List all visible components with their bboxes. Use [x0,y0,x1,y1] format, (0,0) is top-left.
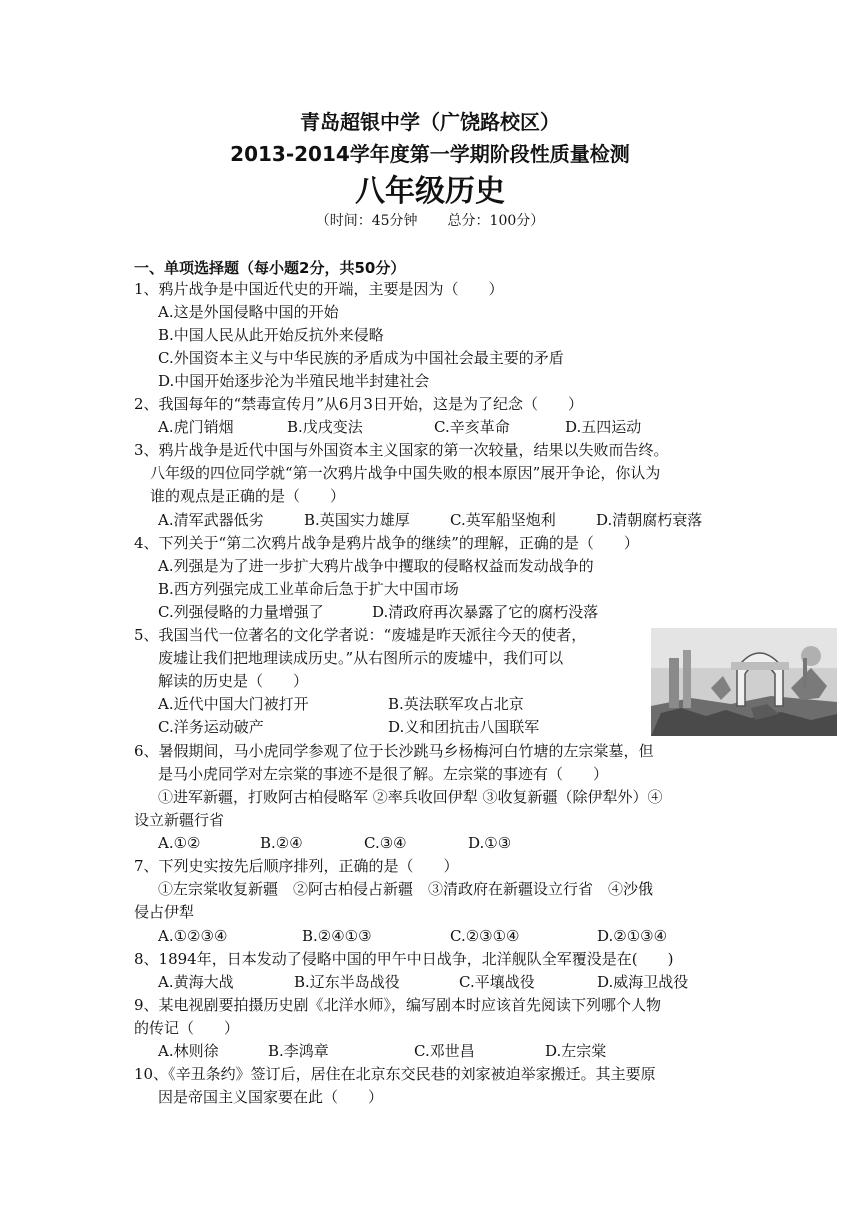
question-1-option-a: A.这是外国侵略中国的开始 [158,303,339,321]
question-7-option-a: A.①②③④ [158,927,228,945]
question-7-line-2: ①左宗棠收复新疆 ②阿古柏侵占新疆 ③清政府在新疆设立行省 ④沙俄 [158,880,654,898]
question-4-option-a: A.列强是为了进一步扩大鸦片战争中攫取的侵略权益而发动战争的 [158,557,594,575]
question-7-option-b: B.②④①③ [302,927,372,945]
question-8-option-a: A.黄海大战 [158,973,234,991]
question-5-line-2: 废墟让我们把地理读成历史。”从右图所示的废墟中，我们可以 [158,649,564,667]
question-4-line-1: 4、下列关于“第二次鸦片战争是鸦片战争的继续”的理解，正确的是（ ） [134,534,639,552]
question-6-line-2: 是马小虎同学对左宗棠的事迹不是很了解。左宗棠的事迹有（ ） [158,765,609,783]
question-6-line-1: 6、暑假期间，马小虎同学参观了位于长沙跳马乡杨梅河白竹塘的左宗棠墓，但 [134,742,654,760]
question-3-line-3: 谁的观点是正确的是（ ） [150,487,346,505]
question-6-option-a: A.①② [158,834,201,852]
question-10-line-2: 因是帝国主义国家要在此（ ） [158,1088,384,1106]
question-4-option-c: C.列强侵略的力量增强了 [158,603,324,621]
question-5-line-3: 解读的历史是（ ） [158,672,309,690]
question-8-option-b: B.辽东半岛战役 [294,973,400,991]
exam-time: （时间：45分钟 [315,213,418,229]
question-2-option-a: A.虎门销烟 [158,418,234,436]
ruins-photo [651,628,837,736]
question-3-option-b: B.英国实力雄厚 [304,511,410,529]
question-3-option-c: C.英军船坚炮利 [450,511,556,529]
exam-name: 2013-2014学年度第一学期阶段性质量检测 [230,142,630,166]
question-8-option-c: C.平壤战役 [459,973,535,991]
question-1-option-d: D.中国开始逐步沦为半殖民地半封建社会 [158,372,430,390]
ruins-photo-icon [651,628,837,736]
page-title: 八年级历史 [355,174,505,209]
question-5-line-1: 5、我国当代一位著名的文化学者说：“废墟是昨天派往今天的使者， [134,626,587,644]
question-1-line-1: 1、鸦片战争是中国近代史的开端，主要是因为（ ） [134,280,504,298]
question-5-option-c: C.洋务运动破产 [158,718,264,736]
section-title: 一、单项选择题（每小题2分，共50分） [134,259,406,277]
school-name: 青岛超银中学（广饶路校区） [300,110,560,134]
question-2-option-c: C.辛亥革命 [434,418,510,436]
question-10-line-1: 10、《辛丑条约》签订后，居住在北京东交民巷的刘家被迫举家搬迁。其主要原 [134,1065,656,1083]
question-2-option-b: B.戊戌变法 [287,418,363,436]
question-6-line-3: ①进军新疆，打败阿古柏侵略军 ②率兵收回伊犁 ③收复新疆（除伊犁外）④ [158,788,663,806]
question-3-option-a: A.清军武器低劣 [158,511,264,529]
question-7-line-1: 7、下列史实按先后顺序排列，正确的是（ ） [134,857,459,875]
question-1-option-b: B.中国人民从此开始反抗外来侵略 [158,326,384,344]
question-9-option-d: D.左宗棠 [545,1042,607,1060]
question-7-line-3: 侵占伊犁 [134,903,195,921]
question-9-option-b: B.李鸿章 [268,1042,329,1060]
question-8-line-1: 8、1894年，日本发动了侵略中国的甲午中日战争，北洋舰队全军覆没是在( ) [134,950,674,968]
question-9-line-1: 9、某电视剧要拍摄历史剧《北洋水师》，编写剧本时应该首先阅读下列哪个人物 [134,996,662,1014]
question-4-option-b: B.西方列强完成工业革命后急于扩大中国市场 [158,580,459,598]
question-6-option-b: B.②④ [260,834,303,852]
question-1-option-c: C.外国资本主义与中华民族的矛盾成为中国社会最主要的矛盾 [158,349,564,367]
question-3-line-2: 八年级的四位同学就“第一次鸦片战争中国失败的根本原因”展开争论，你认为 [150,464,661,482]
question-7-option-c: C.②③①④ [450,927,520,945]
exam-meta [0,210,860,230]
question-7-option-d: D.②①③④ [597,927,668,945]
question-3-option-d: D.清朝腐朽衰落 [596,511,703,529]
question-2-line-1: 2、我国每年的“禁毒宣传月”从6月3日开始，这是为了纪念（ ） [134,395,583,413]
question-5-option-a: A.近代中国大门被打开 [158,695,309,713]
question-6-option-c: C.③④ [364,834,407,852]
question-9-option-a: A.林则徐 [158,1042,219,1060]
question-6-option-d: D.①③ [468,834,512,852]
question-4-option-d: D.清政府再次暴露了它的腐朽没落 [372,603,599,621]
question-5-option-d: D.义和团抗击八国联军 [388,718,540,736]
question-6-line-4: 设立新疆行省 [134,811,225,829]
question-2-option-d: D.五四运动 [565,418,642,436]
exam-score: 总分：100分） [447,213,545,229]
question-3-line-1: 3、鸦片战争是近代中国与外国资本主义国家的第一次较量，结果以失败而告终。 [134,441,669,459]
question-8-option-d: D.威海卫战役 [597,973,689,991]
question-9-option-c: C.邓世昌 [414,1042,475,1060]
question-5-option-b: B.英法联军攻占北京 [388,695,524,713]
question-9-line-2: 的传记（ ） [134,1019,240,1037]
